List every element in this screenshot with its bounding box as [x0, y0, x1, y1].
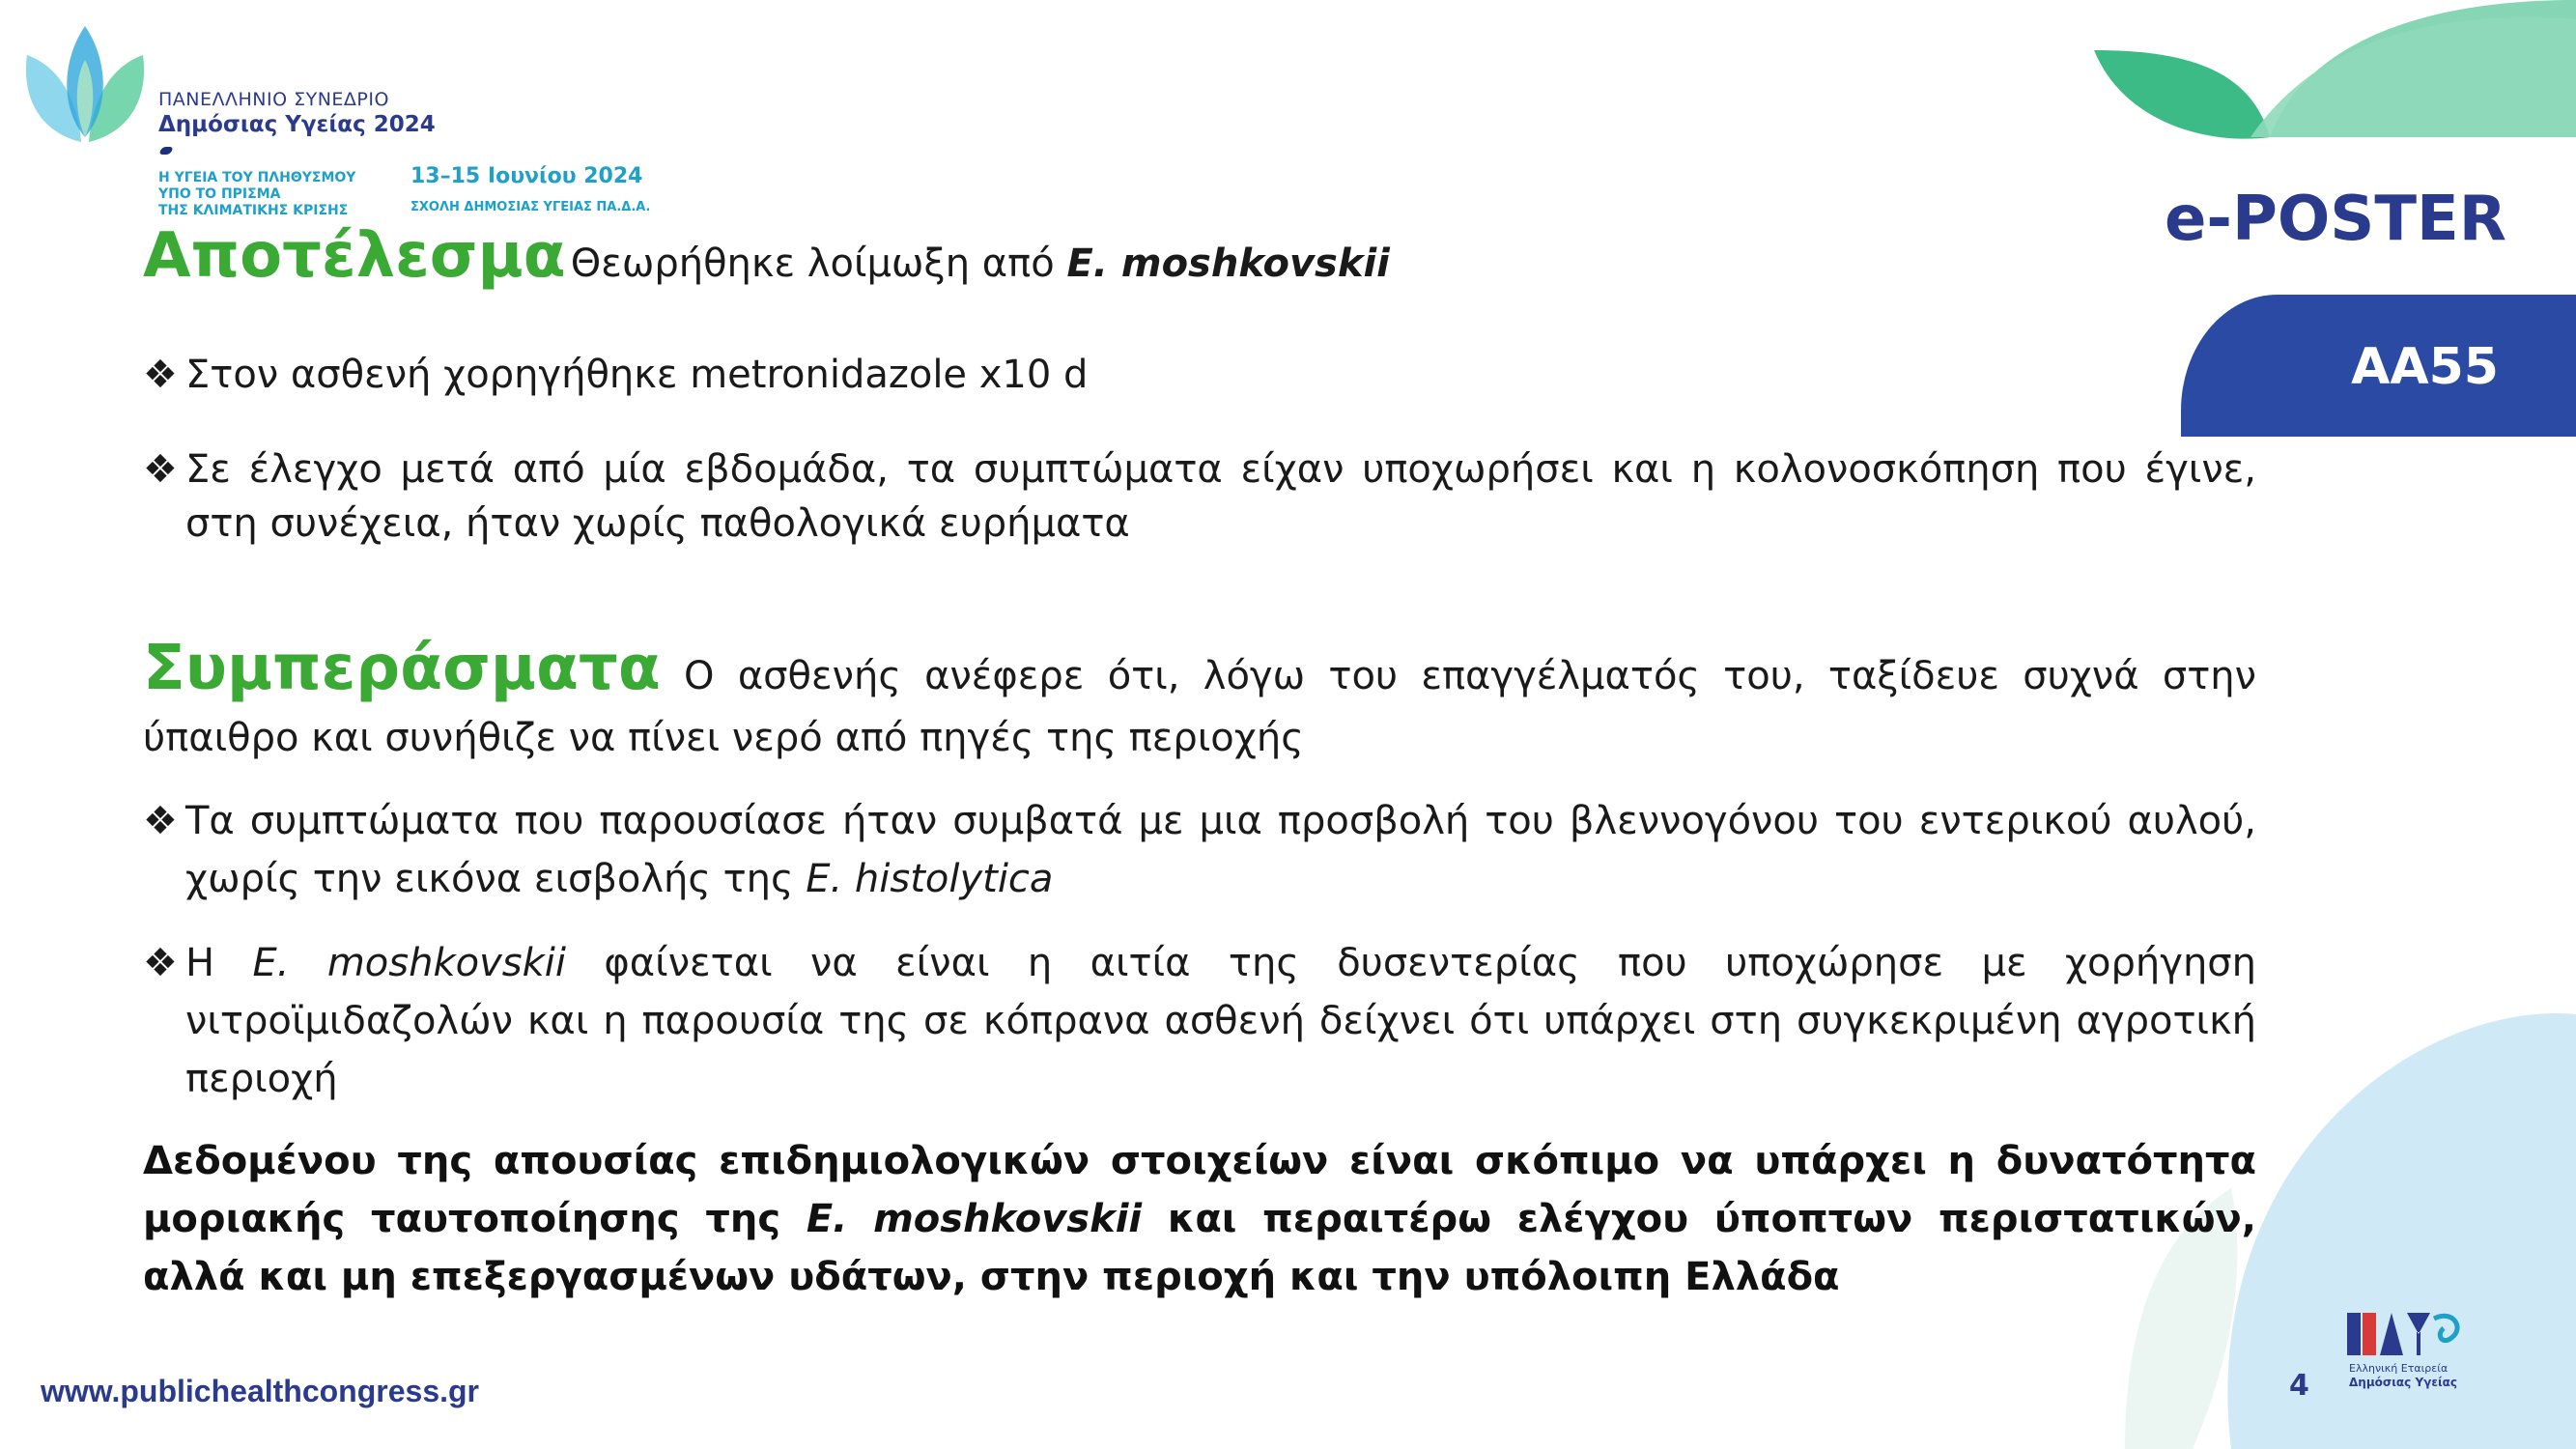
conference-tagline [158, 170, 355, 219]
conclusions-lead-paragraph [143, 633, 2256, 769]
diamond-bullet-icon: ❖ [143, 799, 178, 843]
result-bullet-1 [143, 346, 2256, 404]
conclusions-bullet-1-organism: E. histolytica [806, 857, 1054, 901]
tagline-line1: Η ΥΓΕΙΑ ΤΟΥ ΠΛΗΘΥΣΜΟΥ [158, 170, 356, 185]
conclusions-bullet-1 [143, 792, 2256, 908]
final-part2: και περαιτέρω ελέγχου ύποπτων περιστατικών, αλλά και μη επεξεργασμένων υδάτων, στην περιοχή και την υπόλοιπη Ελλάδα [143, 1197, 2256, 1299]
conference-title-line2: Δημόσιας Υγείας 2024 [158, 112, 436, 137]
result-lead-plain: Θεωρήθηκε λοίμωξη από [570, 242, 1067, 286]
result-lead-text [571, 242, 1390, 286]
conclusions-bullet-1-text [185, 792, 2256, 908]
conclusions-section [143, 633, 2256, 769]
final-recommendation-text [143, 1132, 2256, 1306]
final-recommendation [143, 1132, 2256, 1306]
result-section [143, 220, 2256, 292]
final-part1: Δεδομένου της απουσίας επιδημιολογικών στοιχείων είναι σκόπιμο να υπάρχει η δυνατότητα μοριακής ταυτοποίησης της [143, 1139, 2256, 1241]
poster-code: AA55 [2351, 338, 2499, 396]
diamond-bullet-icon: ❖ [143, 353, 178, 397]
conference-title-line1: ΠΑΝΕΛΛΗΝΙΟ ΣΥΝΕΔΡΙΟ [158, 89, 389, 110]
conference-venue: ΣΧΟΛΗ ΔΗΜΟΣΙΑΣ ΥΓΕΙΑΣ ΠΑ.Δ.Α. [410, 200, 651, 214]
eody-subtitle-1: Ελληνική Εταιρεία [2349, 1362, 2449, 1375]
eody-subtitle-2: Δημόσιας Υγείας [2349, 1376, 2458, 1389]
tagline-line3: ΤΗΣ ΚΛΙΜΑΤΙΚΗΣ ΚΡΙΣΗΣ [158, 203, 349, 218]
conclusions-bullet-1-plain: Τα συμπτώματα που παρουσίασε ήταν συμβατά με μια προσβολή του βλεννογόνου του εντερικού αυλού, χωρίς την εικόνα εισβολής της [185, 799, 2256, 901]
conclusions-bullet-2 [143, 934, 2256, 1108]
page-number: 4 [2289, 1369, 2309, 1403]
conclusions-bullet-2-text [185, 934, 2256, 1108]
conclusions-lead-text: Ο ασθενής ανέφερε ότι, λόγω του επαγγέλματός του, ταξίδευε συχνά στην ύπαιθρο και συνήθιζε να πίνει νερό από πηγές της περιοχής [143, 654, 2256, 760]
eody-logo-icon [2347, 1309, 2463, 1363]
conclusions-bullet-2-plain: φαίνεται να είναι η αιτία της δυσεντερίας που υποχώρησε με χορήγηση νιτροϊμιδαζολών και η παρουσία της σε κόπρανα ασθενή δείχνει ότι υπάρχει στη συγκεκριμένη αγροτική περιοχή [185, 941, 2256, 1101]
diamond-bullet-icon: ❖ [143, 941, 178, 985]
result-bullet-2 [143, 442, 2256, 551]
top-right-leaf-edge [2250, 17, 2576, 137]
final-organism: E. moshkovskii [806, 1197, 1143, 1241]
conference-dates: 13–15 Ιουνίου 2024 [410, 164, 643, 188]
eposter-label: e-POSTER [2164, 184, 2506, 255]
website-link[interactable]: www.publichealthcongress.gr [41, 1374, 479, 1408]
result-heading-line [143, 220, 2256, 292]
top-right-leaf-dark [2094, 50, 2270, 139]
tagline-line2: ΥΠΟ ΤΟ ΠΡΙΣΜΑ [158, 186, 281, 202]
result-bullet-1-text: Στον ασθενή χορηγήθηκε metronidazole x10 d [185, 353, 1089, 397]
diamond-bullet-icon: ❖ [143, 447, 178, 492]
result-bullet-2-text: Σε έλεγχο μετά από μία εβδομάδα, τα συμπτώματα είχαν υποχωρήσει και η κολονοσκόπηση που έγινε, στη συνέχεια, ήταν χωρίς παθολογικά ευρήματα [185, 447, 2256, 546]
conclusions-bullet-2-organism: E. moshkovskii [252, 941, 567, 985]
conclusions-bullet-2-prefix: Η [185, 941, 253, 985]
congress-logo-icon [21, 21, 152, 147]
result-lead-organism: E. moshkovskii [1066, 242, 1390, 286]
conclusions-heading: Συμπεράσματα [143, 633, 661, 704]
result-heading: Αποτέλεσμα [143, 220, 566, 292]
